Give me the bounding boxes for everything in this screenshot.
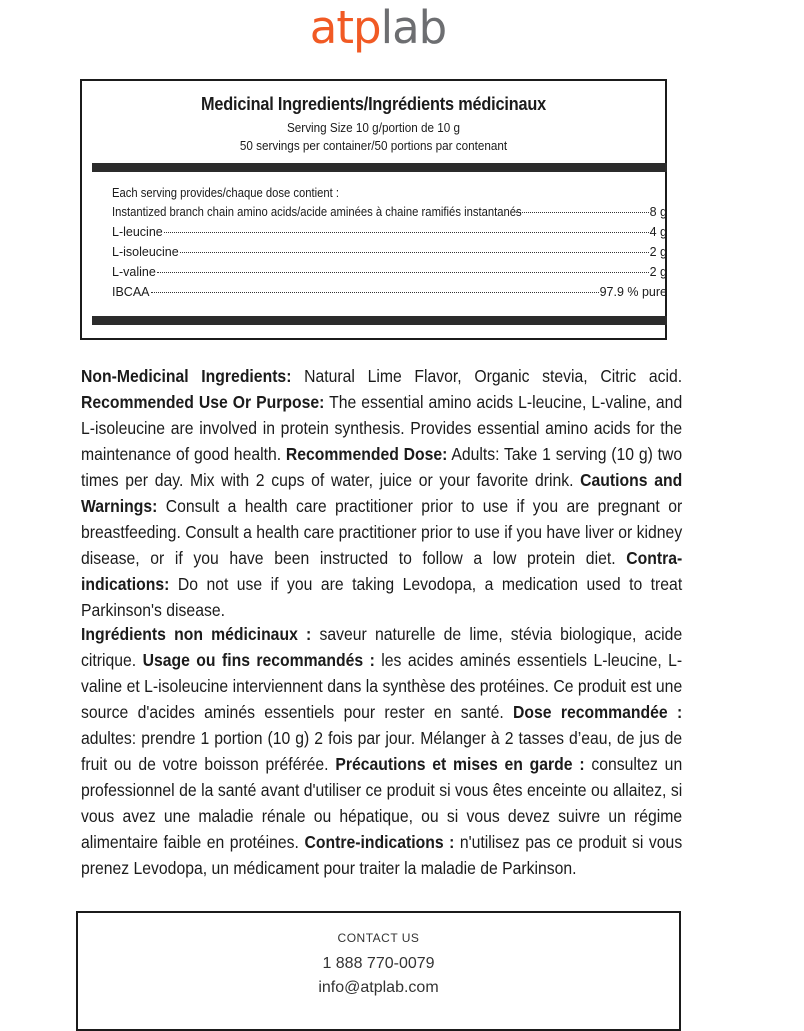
servings-per-container: 50 servings per container/50 portions par contenant	[239, 138, 508, 153]
heading-contre-indications: Contre-indications :	[304, 832, 455, 852]
ingredient-row	[112, 265, 667, 279]
ingredient-amount: 2 g	[649, 245, 667, 259]
text-dose: adultes: prendre 1 portion (10 g) 2 fois par jour. Mélanger à 2 tasses d’eau, de jus de fruit ou de votre boisson préférée.	[81, 728, 683, 774]
divider-bar-bottom	[92, 316, 667, 325]
ingredient-row	[112, 205, 667, 219]
heading-recommended-use: Recommended Use Or Purpose:	[81, 392, 325, 412]
dot-leader	[151, 292, 599, 293]
divider-bar-top	[92, 163, 667, 172]
dot-leader	[180, 252, 649, 253]
contact-title: CONTACT US	[337, 931, 420, 945]
brand-logo	[0, 2, 756, 54]
heading-contra-indications: Contra-indications:	[81, 548, 683, 594]
dot-leader	[164, 232, 649, 233]
heading-precautions: Précautions et mises en garde :	[335, 754, 585, 774]
contact-phone[interactable]: 1 888 770-0079	[322, 955, 435, 972]
heading-dose: Dose recommandée :	[513, 702, 683, 722]
text-cautions: Consult a health care practitioner prior to use if you are pregnant or breastfeeding. Consult a health care practitioner prior to use if you have liver or kidney disease, or if you have been instructed to follow a low protein diet.	[81, 496, 683, 568]
heading-recommended-dose: Recommended Dose:	[285, 444, 448, 464]
heading-usage: Usage ou fins recommandés :	[142, 650, 375, 670]
ingredient-name: Instantized branch chain amino acids/acide aminées à chaine ramifiés instantanés	[112, 205, 522, 219]
ingredient-amount: 4 g	[649, 225, 667, 239]
ingredient-row	[112, 225, 667, 239]
text-usage: les acides aminés essentiels L-leucine, L-valine et L-isoleucine interviennent dans la synthèse des protéines. Ce produit est une source d'acides aminés essentiels pour rester en santé.	[81, 650, 683, 722]
text-non-medicinal: Natural Lime Flavor, Organic stevia, Citric acid.	[291, 366, 683, 386]
ingredient-row	[112, 285, 667, 299]
dot-leader	[516, 212, 648, 213]
contact-box	[76, 911, 681, 1031]
text-recommended-use: The essential amino acids L-leucine, L-valine, and L-isoleucine are involved in protein synthesis. Provides essential amino acids for the maintenance of good health.	[81, 392, 683, 464]
logo-lab: lab	[380, 1, 447, 54]
heading-ingredients-non-medicinaux: Ingrédients non médicinaux :	[81, 624, 312, 644]
text-recommended-dose: Adults: Take 1 serving (10 g) two times per day. Mix with 2 cups of water, juice or your favorite drink.	[81, 444, 683, 490]
serving-size: Serving Size 10 g/portion de 10 g	[286, 120, 461, 135]
heading-cautions: Cautions and Warnings:	[81, 470, 683, 516]
ingredient-row	[112, 245, 667, 259]
text-contra-indications: Do not use if you are taking Levodopa, a medication used to treat Parkinson's disease.	[81, 574, 683, 620]
ingredient-name: L-valine	[112, 265, 156, 279]
heading-non-medicinal: Non-Medicinal Ingredients:	[81, 366, 292, 386]
text-precautions: consultez un professionnel de la santé avant d'utiliser ce produit si vous êtes enceinte ou allaitez, si vous avez une maladie rénale ou hépatique, ou si vous devez suivre un régime alimentaire faible en protéines.	[81, 754, 683, 852]
medicinal-ingredients-box	[80, 79, 667, 340]
logo-atp: atp	[309, 1, 381, 54]
medicinal-title: Medicinal Ingredients/Ingrédients médicinaux	[200, 93, 547, 114]
ingredient-amount: 97.9 % pure	[599, 285, 667, 299]
ingredient-amount: 2 g	[649, 265, 667, 279]
text-contre-indications: n'utilisez pas ce produit si vous prenez Levodopa, un médicament pour traiter la maladie de Parkinson.	[81, 832, 683, 878]
ingredient-name: L-leucine	[112, 225, 163, 239]
serving-intro: Each serving provides/chaque dose contient :	[112, 186, 340, 200]
contact-email[interactable]: info@atplab.com	[318, 979, 439, 996]
ingredient-name: IBCAA	[112, 285, 150, 299]
ingredient-name: L-isoleucine	[112, 245, 179, 259]
english-label-text	[81, 363, 682, 623]
french-label-text	[81, 621, 682, 881]
text-ingredients-non-medicinaux: saveur naturelle de lime, stévia biologique, acide citrique.	[81, 624, 683, 670]
dot-leader	[157, 272, 649, 273]
ingredient-amount: 8 g	[649, 205, 667, 219]
